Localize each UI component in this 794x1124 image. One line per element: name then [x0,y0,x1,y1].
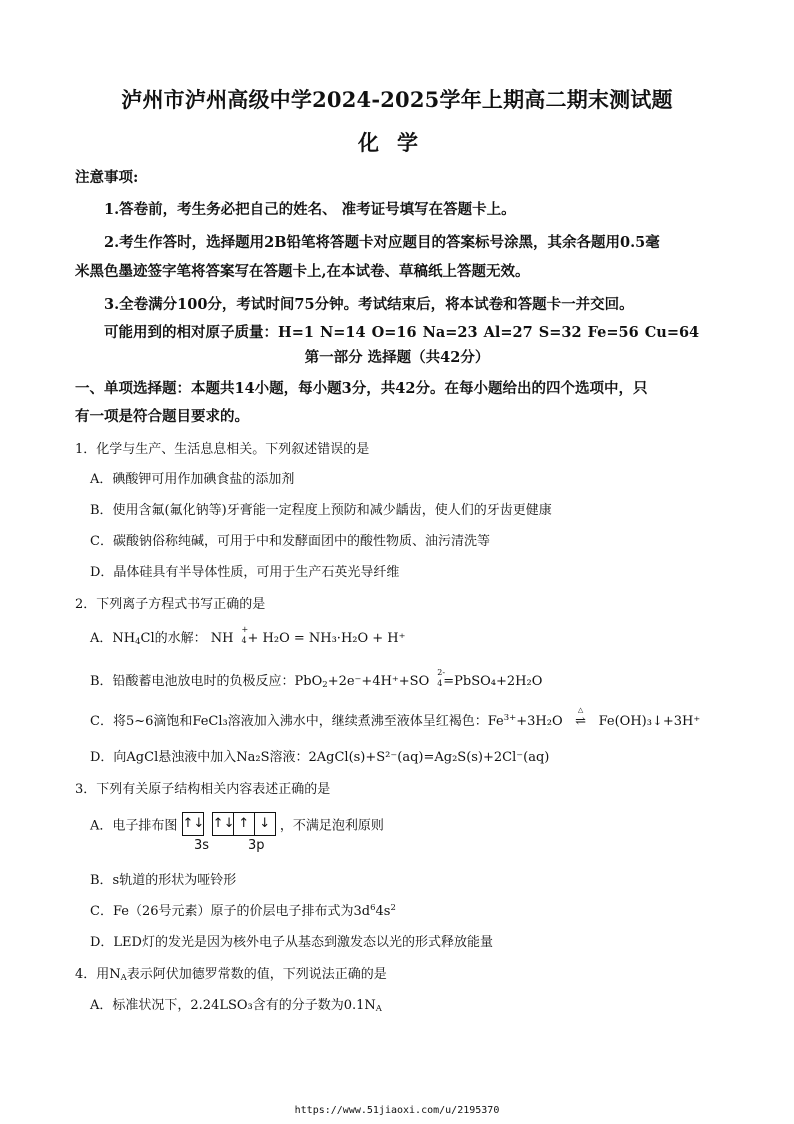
orbital-label-3p: 3p [248,838,265,853]
orbital-diagram-3p [212,812,276,836]
notice-item-2-line-1: 2.考生作答时，选择题用2B铅笔将答题卡对应题目的答案标号涂黑，其余各题用0.5毫 [104,234,660,251]
exam-title: 泸州市泸州高级中学2024-2025学年上期高二期末测试题 [121,87,673,112]
question-4-option-a: A．标准状况下，2.24LSO₃含有的分子数为$0.1N_A$ [90,998,382,1014]
notice-item-1: 1.答卷前，考生务必把自己的姓名、 准考证号填写在答题卡上。 [104,201,516,218]
question-1-option-d: D．晶体硅具有半导体性质，可用于生产石英光导纤维 [90,565,400,580]
question-1-stem: 1．化学与生产、生活息息相关。下列叙述错误的是 [75,442,370,457]
reversible-arrow-icon: △ ⇌ [575,706,587,729]
subject-title: 化学 [358,130,436,155]
orbital-diagram-3s [182,812,204,836]
question-1-option-a: A．碘酸钾可用作加碘食盐的添加剂 [90,472,295,487]
notice-item-3: 3.全卷满分100分，考试时间75分钟。考试结束后，将本试卷和答题卡一并交回。 [104,296,634,313]
section-instructions-line-1: 一、单项选择题：本题共14小题，每小题3分，共42分。在每小题给出的四个选项中，只 [75,380,648,397]
question-2-option-d: D．向AgCl悬浊液中加入Na₂S溶液：2AgCl(s)+S²⁻(aq)=Ag₂S(s)+2Cl⁻(aq) [90,750,550,765]
part1-heading: 第一部分 选择题（共42分） [304,349,490,366]
section-instructions-line-2: 有一项是符合题目要求的。 [75,408,249,425]
question-3-option-a: A．电子排布图 ↑↓ ↑↓ ↑ ↓ ，不满足泡利原则 [90,812,384,836]
notice-heading: 注意事项: [75,169,139,186]
question-3-option-b: B．s轨道的形状为哑铃形 [90,873,237,888]
orbital-cell: ↑↓ [213,813,234,835]
question-1-option-c: C．碳酸钠俗称纯碱，可用于中和发酵面团中的酸性物质、油污清洗等 [90,534,490,549]
orbital-cell: ↑ [234,813,255,835]
notice-item-2-line-2: 米黑色墨迹签字笔将答案写在答题卡上,在本试卷、草稿纸上答题无效。 [75,263,530,280]
question-2-stem: 2．下列离子方程式书写正确的是 [75,597,266,612]
question-3-stem: 3．下列有关原子结构相关内容表述正确的是 [75,782,331,797]
orbital-cell: ↑↓ [182,816,205,831]
atomic-masses: 可能用到的相对原子质量：H=1 N=14 O=16 Na=23 Al=27 S=32 Fe=56 Cu=64 [104,324,700,341]
question-2-option-c: C．将5~6滴饱和FeCl₃溶液加入沸水中，继续煮沸至液体呈红褐色：$Fe^{3+}+3H_2O$ △ ⇌ Fe(OH)₃↓+3H⁺ [90,706,701,729]
question-3-option-c: C．Fe（26号元素）原子的价层电子排布式为$3d^64s^2$ [90,903,396,919]
question-2-option-b: B．铅酸蓄电池放电时的负极反应：PbO$_2$+2e⁻+4H⁺+SO 2- 4 =PbSO₄+2H₂O [90,668,543,690]
question-3-option-d: D．LED灯的发光是因为核外电子从基态到激发态以光的形式释放能量 [90,935,493,950]
footer-url: https://www.51jiaoxi.com/u/2195370 [294,1105,500,1116]
question-1-option-b: B．使用含氟(氟化钠等)牙膏能一定程度上预防和减少龋齿，使人们的牙齿更健康 [90,503,552,518]
question-2-option-a: A．$NH_4Cl$的水解： NH + 4 + H₂O = NH₃·H₂O + H⁺ [90,625,406,647]
question-4-stem: 4．用$N_A$表示阿伏加德罗常数的值，下列说法正确的是 [75,967,387,983]
orbital-label-3s: 3s [194,838,210,853]
orbital-cell: ↓ [259,816,271,831]
